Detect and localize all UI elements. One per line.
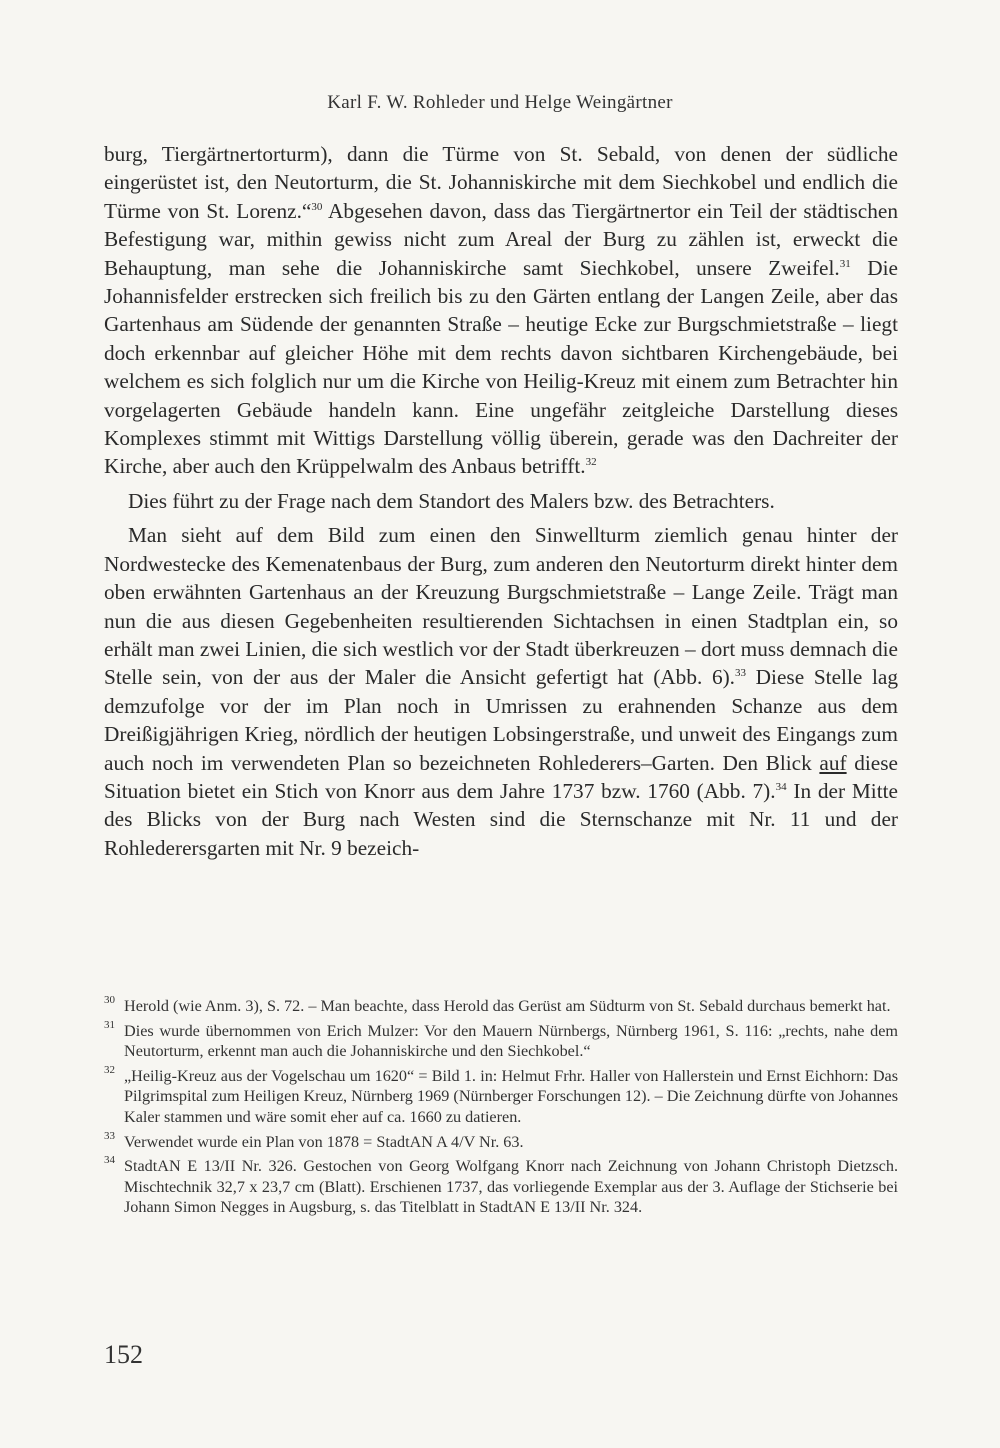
footnote-text: „Heilig-Kreuz aus der Vogelschau um 1620“ = Bild 1. in: Helmut Frhr. Haller von Hallerstein und Ernst Eichhorn: Das Pilgrimspital zum Heiligen Kreuz, Nürnberg 1969 (Nürnberger Forschungen 12). – Die Zeichnung dürfte von Johannes Kaler stammen und wäre somit eher auf ca. 1660 zu datieren.	[124, 1066, 898, 1126]
footnote-number: 32	[104, 1063, 115, 1076]
text-run: Dies führt zu der Frage nach dem Standort des Malers bzw. des Betrachters.	[128, 488, 775, 513]
footnote-ref: 33	[735, 667, 747, 680]
footnote-number: 31	[104, 1018, 115, 1031]
footnote	[104, 1063, 898, 1128]
footnote-number: 34	[104, 1154, 115, 1167]
text-run: Man sieht auf dem Bild zum einen den Sinwellturm ziemlich genau hinter der Nordwestecke des Kemenatenbaus der Burg, zum anderen den Neutorturm direkt hinter dem oben erwähnten Gartenhaus an der Kreuzung Burgschmietstraße – Lange Zeile. Trägt man nun die aus diesen Gegebenheiten resultierenden Sichtachsen in einen Stadtplan ein, so erhält man zwei Linien, die sich westlich vor der Stadt überkreuzen – dort muss demnach die Stelle sein, von der aus der Maler die Ansicht gefertigt hat (Abb. 6).	[104, 523, 898, 690]
text-run: diese Situation bietet ein Stich von Knorr aus dem Jahre 1737 bzw. 1760 (Abb. 7).	[104, 750, 898, 803]
footnote-number: 33	[104, 1129, 115, 1142]
footnote	[104, 1129, 898, 1153]
footnote-ref: 32	[585, 456, 597, 469]
text-run: Die Johannisfelder erstrecken sich freilich bis zu den Gärten entlang der Langen Zeile, aber das Gartenhaus am Südende der genannten Straße – heutige Ecke zur Burgschmietstraße – liegt doch erkennbar auf gleicher Höhe mit dem rechts davon sichtbaren Kirchengebäude, bei welchem es sich folglich nur um die Kirche von Heilig-Kreuz mit einem zum Betrachter hin vorgelagerten Gebäude handeln kann. Eine ungefähr zeitgleiche Darstellung dieses Komplexes stimmt mit Wittigs Darstellung völlig überein, gerade was den Dachreiter der Kirche, aber auch den Krüppelwalm des Anbaus betrifft.	[104, 255, 898, 479]
footnote-ref: 34	[775, 780, 787, 793]
text-run: Diese Stelle lag demzufolge vor der im Plan noch in Umrissen zu erahnenden Schanze aus dem Dreißigjährigen Krieg, nördlich der heutigen Lobsingerstraße, und unweit des Eingangs zum auch noch im verwendeten Plan so bezeichneten Rohlederers–Garten. Den Blick	[104, 665, 898, 775]
footnote-text: Dies wurde übernommen von Erich Mulzer: Vor den Mauern Nürnbergs, Nürnberg 1961, S. 116: „rechts, nahe dem Neutorturm, erkennt man auch die Johanniskirche und den Siechkobel.“	[124, 1021, 898, 1061]
footnote-ref: 31	[839, 257, 851, 270]
page-number: 152	[104, 1340, 143, 1369]
footnote-text: Verwendet wurde ein Plan von 1878 = StadtAN A 4/V Nr. 63.	[124, 1132, 524, 1151]
running-head: Karl F. W. Rohleder und Helge Weingärtner	[327, 92, 673, 113]
footnote-ref: 30	[311, 200, 323, 213]
paragraph	[104, 487, 898, 515]
text-run: In der Mitte des Blicks von der Burg nach Westen sind die Sternschanze mit Nr. 11 und der Rohlederersgarten mit Nr. 9 bezeich-	[104, 778, 898, 860]
text-run: burg, Tiergärtnertorturm), dann die Türme von St. Sebald, von denen der südliche eingerüstet ist, den Neutorturm, die St. Johanniskirche mit dem Siechkobel und endlich die Türme von St. Lorenz.“	[104, 142, 898, 223]
emphasized-word: auf	[819, 750, 847, 775]
footnote	[104, 996, 898, 1017]
footnote-text: Herold (wie Anm. 3), S. 72. – Man beachte, dass Herold das Gerüst am Südturm von St. Sebald durchaus bemerkt hat.	[124, 997, 891, 1015]
footnote	[104, 1156, 898, 1218]
footnotes	[104, 996, 898, 1222]
footnote-text: StadtAN E 13/II Nr. 326. Gestochen von Georg Wolfgang Knorr nach Zeichnung von Johann Christoph Dietzsch. Mischtechnik 32,7 x 23,7 cm (Blatt). Erschienen 1737, das vorliegende Exemplar aus der 3. Auflage der Stichserie bei Johann Simon Negges in Augsburg, s. das Titelblatt in StadtAN E 13/II Nr. 324.	[124, 1157, 898, 1217]
text-run: Abgesehen davon, dass das Tiergärtnertor ein Teil der städtischen Befestigung war, mithin gewiss nicht zum Areal der Burg zu zählen ist, erweckt die Behauptung, man sehe die Johanniskirche samt Siechkobel, unsere Zweifel.	[104, 198, 898, 280]
footnote-number: 30	[104, 994, 115, 1006]
footnote	[104, 1018, 898, 1062]
paragraph	[104, 521, 898, 862]
body-text	[104, 140, 898, 862]
paragraph	[104, 140, 898, 481]
